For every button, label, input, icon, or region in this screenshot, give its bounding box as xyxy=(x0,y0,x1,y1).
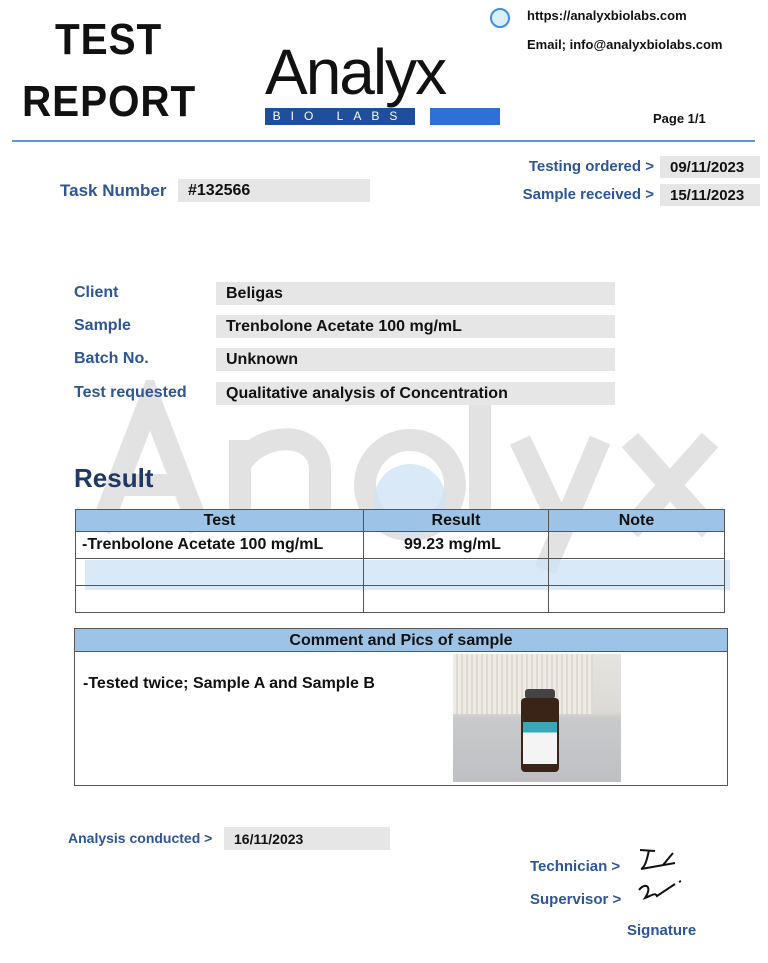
cell-test: -Trenbolone Acetate 100 mg/mL xyxy=(76,532,364,559)
title-line2: REPORT xyxy=(22,77,197,126)
col-test: Test xyxy=(76,510,364,532)
col-note: Note xyxy=(549,510,725,532)
table-row xyxy=(76,586,725,613)
cell-note xyxy=(549,586,725,613)
technician-label: Technician > xyxy=(530,858,621,875)
comment-heading: Comment and Pics of sample xyxy=(75,629,727,652)
analyx-logo: Analyx BIO LABS xyxy=(265,40,505,130)
sample-received-value: 15/11/2023 xyxy=(660,184,760,206)
test-requested-value: Qualitative analysis of Concentration xyxy=(216,382,615,405)
cell-result xyxy=(364,559,549,586)
page-number: Page 1/1 xyxy=(653,111,706,126)
testing-ordered-label: Testing ordered > xyxy=(528,158,654,175)
client-value: Beligas xyxy=(216,282,615,305)
cell-test xyxy=(76,559,364,586)
technician-signature-icon xyxy=(635,845,680,875)
test-requested-label: Test requested xyxy=(74,384,187,401)
cell-note xyxy=(549,559,725,586)
title-line1: TEST xyxy=(55,15,163,64)
analysis-value: 16/11/2023 xyxy=(224,827,390,850)
cell-result: 99.23 mg/mL xyxy=(364,532,549,559)
globe-icon xyxy=(490,8,510,28)
testing-ordered-value: 09/11/2023 xyxy=(660,156,760,178)
signature-label: Signature xyxy=(627,922,697,939)
result-heading: Result xyxy=(74,463,154,493)
sample-label: Sample xyxy=(74,317,131,334)
cell-note xyxy=(549,532,725,559)
supervisor-label: Supervisor > xyxy=(530,891,622,908)
cell-result xyxy=(364,586,549,613)
sample-photo xyxy=(453,654,621,782)
client-label: Client xyxy=(74,284,119,301)
comment-text: -Tested twice; Sample A and Sample B xyxy=(83,675,375,692)
supervisor-signature-icon xyxy=(635,878,685,908)
task-number-value: #132566 xyxy=(178,179,370,202)
comment-box xyxy=(74,628,728,786)
table-row xyxy=(76,532,725,559)
batch-value: Unknown xyxy=(216,348,615,371)
col-result: Result xyxy=(364,510,549,532)
result-table xyxy=(75,509,725,613)
sample-value: Trenbolone Acetate 100 mg/mL xyxy=(216,315,615,338)
sample-received-label: Sample received > xyxy=(522,186,654,203)
batch-label: Batch No. xyxy=(74,350,149,367)
cell-test xyxy=(76,586,364,613)
header-divider xyxy=(12,140,755,142)
email-text[interactable]: Email; info@analyxbiolabs.com xyxy=(527,37,723,52)
analysis-label: Analysis conducted > xyxy=(68,830,213,846)
website-link[interactable]: https://analyxbiolabs.com xyxy=(527,8,687,23)
task-number-label: Task Number xyxy=(60,181,167,200)
table-row xyxy=(76,559,725,586)
